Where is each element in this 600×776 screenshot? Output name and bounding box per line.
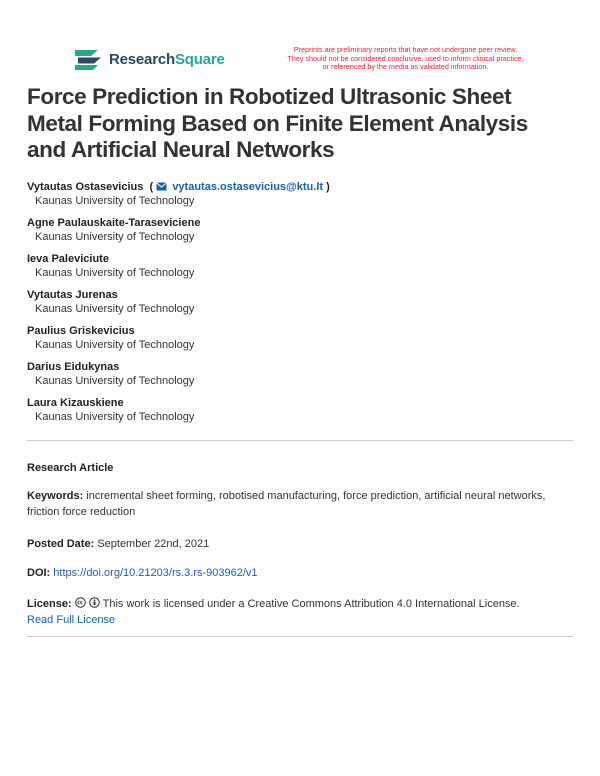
logo-word-research: Research (109, 50, 175, 68)
research-square-logo-icon (74, 47, 102, 71)
disclaimer-line-2: They should not be considered conclusive, used to inform clinical practice, (287, 53, 524, 63)
license-label: License: (27, 598, 72, 610)
author-name: Ieva Paleviciute (27, 253, 109, 265)
disclaimer-line-1: Preprints are preliminary reports that have not undergone peer review. (293, 45, 518, 54)
disclaimer-line-3: or referenced by the media as validated information. (322, 62, 489, 72)
author-name: Laura Kizauskiene (27, 397, 124, 409)
paper-title: Force Prediction in Robotized Ultrasonic Sheet Metal Forming Based on Finite Element Analysis and Artificial Neural Networks (27, 84, 528, 162)
author-affiliation: Kaunas University of Technology (35, 231, 195, 243)
logo-word-square: Square (174, 50, 225, 68)
doi-label: DOI: (27, 567, 51, 579)
keywords-block (27, 488, 573, 520)
author-name: Vytautas Ostasevicius (27, 181, 144, 193)
research-square-logo[interactable] (74, 47, 225, 71)
author-item (27, 180, 572, 208)
author-name: Darius Eidukynas (27, 361, 120, 373)
author-affiliation: Kaunas University of Technology (35, 339, 195, 351)
author-item (27, 360, 572, 388)
divider-bottom (27, 636, 573, 637)
author-item (27, 324, 572, 352)
author-affiliation: Kaunas University of Technology (35, 303, 195, 315)
posted-date-block (27, 536, 573, 552)
attribution-icon (89, 597, 100, 608)
author-name: Vytautas Jurenas (27, 289, 118, 301)
doi-block (27, 565, 573, 581)
article-type-value: Research Article (27, 462, 114, 474)
article-type (27, 460, 573, 476)
author-list (27, 180, 572, 432)
divider-top (27, 440, 573, 441)
envelope-icon (156, 182, 167, 191)
license-text: This work is licensed under a Creative Commons Attribution 4.0 International License. (102, 598, 520, 610)
author-affiliation: Kaunas University of Technology (35, 411, 195, 423)
doi-link[interactable]: https://doi.org/10.21203/rs.3.rs-903962/v1 (53, 567, 258, 579)
author-item (27, 288, 572, 316)
author-affiliation: Kaunas University of Technology (35, 195, 195, 207)
email-open-paren: ( (146, 181, 154, 193)
author-name: Paulius Griskevicius (27, 325, 135, 337)
author-affiliation: Kaunas University of Technology (35, 375, 195, 387)
keywords-value: incremental sheet forming, robotised manufacturing, force prediction, artificial neural networks, friction force reduction (27, 490, 546, 518)
keywords-label: Keywords: (27, 490, 84, 502)
preprint-disclaimer (268, 46, 543, 72)
license-block (27, 596, 573, 628)
creative-commons-icon (75, 597, 86, 608)
author-item (27, 396, 572, 424)
logo-text (109, 51, 225, 68)
posted-date-value: September 22nd, 2021 (97, 538, 210, 550)
author-email-link[interactable]: vytautas.ostasevicius@ktu.lt (172, 181, 324, 193)
read-full-license-link[interactable]: Read Full License (27, 614, 116, 626)
author-affiliation: Kaunas University of Technology (35, 267, 195, 279)
posted-date-label: Posted Date: (27, 538, 95, 550)
author-item (27, 252, 572, 280)
email-close-paren: ) (326, 181, 330, 193)
author-name-row (27, 180, 572, 194)
author-name: Agne Paulauskaite-Taraseviciene (27, 217, 201, 229)
author-item (27, 216, 572, 244)
